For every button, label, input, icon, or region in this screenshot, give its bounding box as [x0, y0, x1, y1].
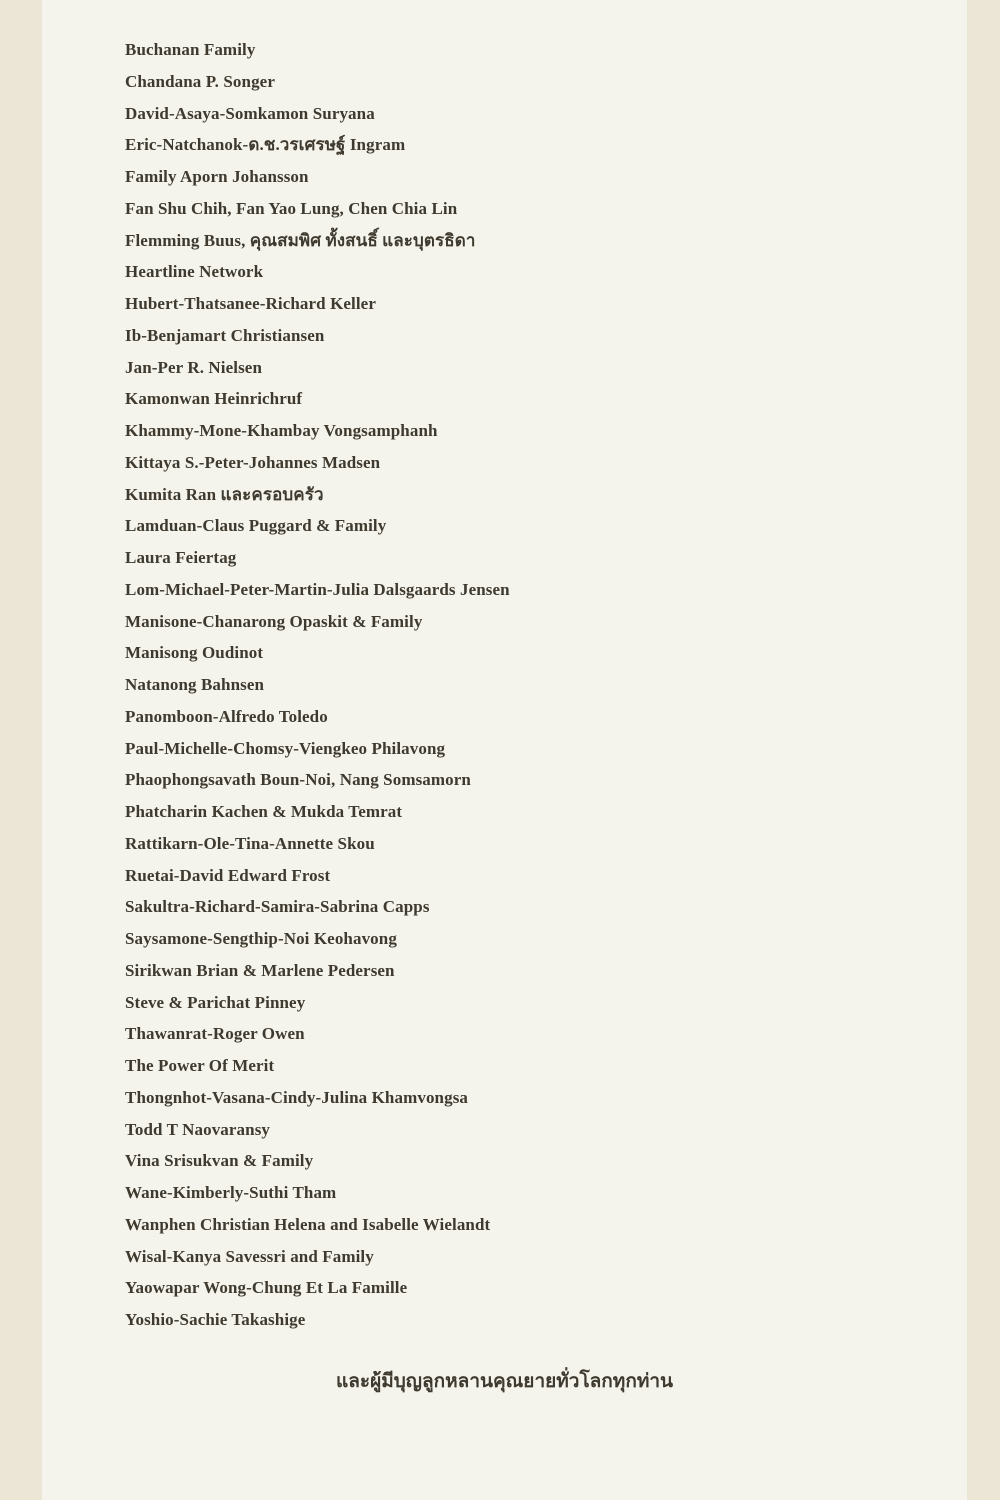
donor-name: Jan-Per R. Nielsen [125, 357, 262, 377]
donor-name: Vina Srisukvan & Family [125, 1151, 314, 1171]
donor-name: Buchanan Family [125, 40, 256, 59]
donor-name: The Power Of Merit [125, 1056, 275, 1075]
donor-name: Manisone-Chanarong Opaskit & Family [125, 611, 423, 631]
donor-name: Kamonwan Heinrichruf [125, 389, 303, 409]
donor-name: Khammy-Mone-Khambay Vongsamphanh [125, 421, 438, 440]
donor-name: Todd T Naovaransy [125, 1119, 271, 1139]
donor-name: Family Aporn Johansson [125, 167, 309, 186]
donor-name: Laura Feiertag [125, 548, 237, 567]
donor-name: Fan Shu Chih, Fan Yao Lung, Chen Chia Lin [125, 198, 458, 218]
donor-name: Thongnhot-Vasana-Cindy-Julina Khamvongsa [125, 1087, 469, 1107]
donor-name: Ib-Benjamart Christiansen [125, 325, 325, 345]
donor-name: Rattikarn-Ole-Tina-Annette Skou [125, 833, 375, 853]
donor-name: Lamduan-Claus Puggard & Family [125, 516, 387, 536]
donor-name: Wisal-Kanya Savessri and Family [125, 1246, 374, 1266]
donor-name: Panomboon-Alfredo Toledo [125, 706, 328, 726]
donor-name: David-Asaya-Somkamon Suryana [125, 103, 375, 123]
donor-name: Kittaya S.-Peter-Johannes Madsen [125, 452, 381, 472]
donor-name: Sakultra-Richard-Samira-Sabrina Capps [125, 897, 430, 917]
closing-dedication-line: และผู้มีบุญลูกหลานคุณยายทั่วโลกทุกท่าน [336, 1371, 673, 1392]
donor-name: Manisong Oudinot [125, 643, 264, 663]
donor-name: Flemming Buus, คุณสมพิศ ทั้งสนธิ์ และบุตรธิดา [125, 230, 476, 250]
donor-name: Thawanrat-Roger Owen [125, 1024, 305, 1044]
donor-name: Phatcharin Kachen & Mukda Temrat [125, 802, 403, 821]
page [42, 0, 967, 1500]
donor-name: Kumita Ran และครอบครัว [125, 484, 324, 504]
donor-name: Phaophongsavath Boun-Noi, Nang Somsamorn [125, 770, 471, 790]
donor-name: Eric-Natchanok-ด.ช.วรเศรษฐ์ Ingram [125, 135, 406, 155]
donor-name: Hubert-Thatsanee-Richard Keller [125, 294, 376, 313]
donor-name: Natanong Bahnsen [125, 675, 265, 694]
donor-name: Wane-Kimberly-Suthi Tham [125, 1183, 337, 1202]
donor-name: Chandana P. Songer [125, 71, 275, 91]
donor-name: Saysamone-Sengthip-Noi Keohavong [125, 929, 397, 948]
donor-name: Yaowapar Wong-Chung Et La Famille [125, 1278, 408, 1298]
donor-name: Sirikwan Brian & Marlene Pedersen [125, 960, 395, 980]
donor-name: Ruetai-David Edward Frost [125, 865, 331, 885]
donor-name: Yoshio-Sachie Takashige [125, 1310, 306, 1329]
donor-name: Heartline Network [125, 262, 264, 282]
donor-name: Paul-Michelle-Chomsy-Viengkeo Philavong [125, 738, 446, 758]
donor-name-list [125, 34, 510, 1336]
donor-name: Wanphen Christian Helena and Isabelle Wielandt [125, 1214, 491, 1234]
donor-name: Lom-Michael-Peter-Martin-Julia Dalsgaards Jensen [125, 579, 510, 599]
donor-name: Steve & Parichat Pinney [125, 992, 306, 1012]
